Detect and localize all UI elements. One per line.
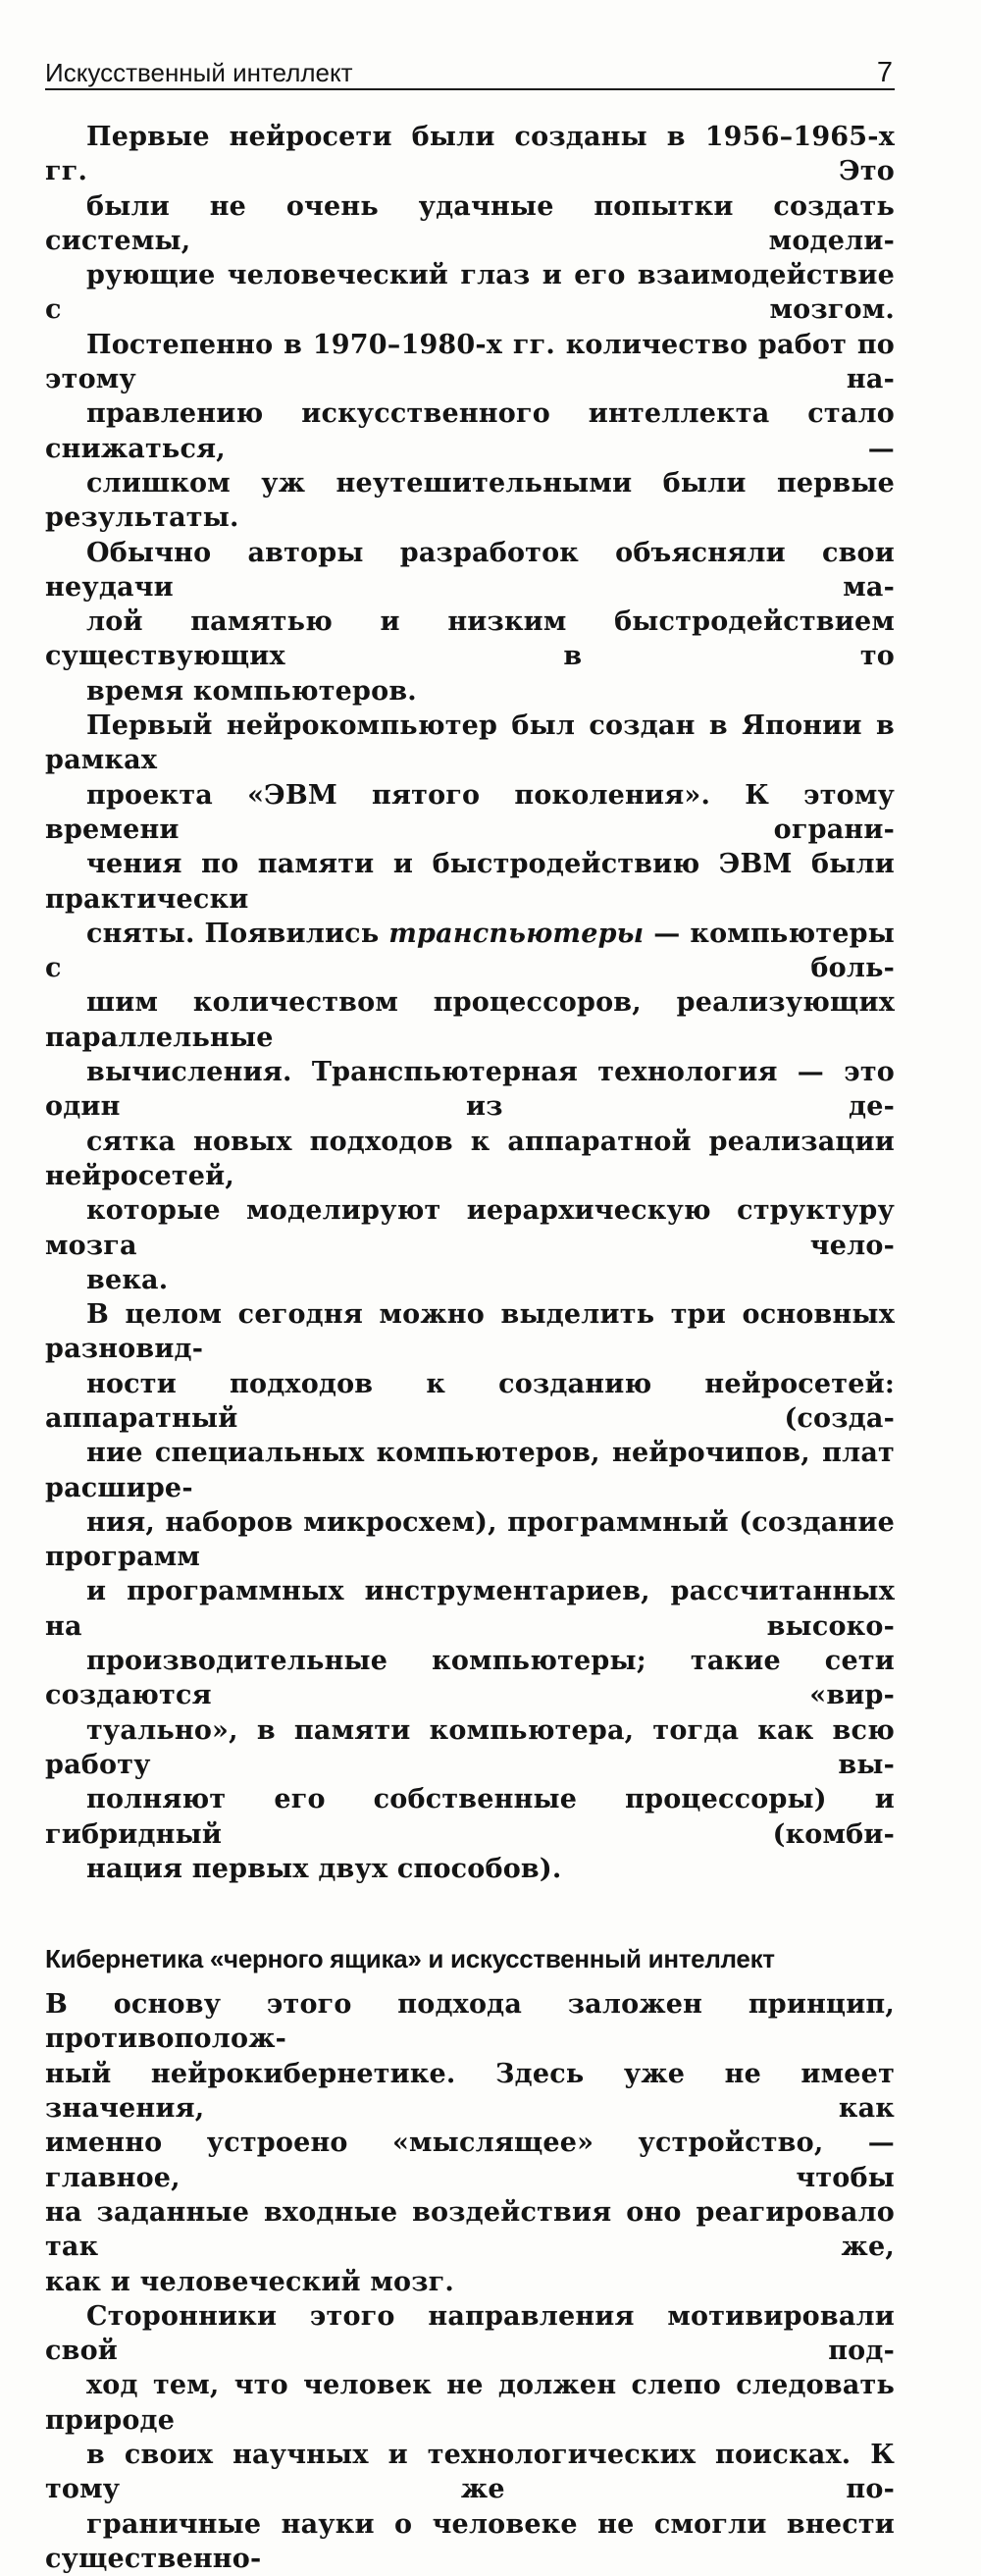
text-line: ние специальных компьютеров, нейрочипов, плат расшире- [45,1438,895,1503]
text-line: производительные компьютеры; такие сети создаются «вир- [45,1646,895,1711]
text-line [45,917,895,986]
text-line: Постепенно в 1970–1980-х гг. количество работ по этому на- [45,329,895,395]
text-line: граничные науки о человеке не смогли внести существенно- [45,2508,895,2574]
paragraph-first-neural-networks [45,120,895,536]
paragraph-first-neurocomputer [45,709,895,1297]
section-heading: Кибернетика «черного ящика» и искусственный интеллект [45,1944,775,1974]
text-line: время компьютеров. [86,675,417,707]
text-line: правлению искусственного интеллекта стало снижаться, — [45,398,895,464]
text-line: которые моделируют иерархическую структуру мозга чело- [45,1195,895,1261]
text-line: ности подходов к созданию нейросетей: аппаратный (созда- [45,1368,895,1434]
text-fragment: сняты. Появились [86,918,389,949]
text-line: Первые нейросети были созданы в 1956–1965-х гг. Это [45,122,895,187]
page-number: 7 [876,57,893,88]
text-line: именно устроено «мыслящее» устройство, — главное, чтобы [45,2128,895,2193]
page-body [45,120,895,2576]
text-line: В основу этого подхода заложен принцип, противополож- [45,1989,895,2055]
text-line: Обычно авторы разработок объясняли свои неудачи ма- [45,537,895,603]
text-line: нация первых двух способов). [86,1853,562,1884]
running-header [45,55,895,90]
text-line: ния, наборов микросхем), программный (создание программ [45,1506,895,1573]
text-line: были не очень удачные попытки создать системы, модели- [45,190,895,256]
text-line: туально», в памяти компьютера, тогда как всю работу вы- [45,1714,895,1780]
text-line: Первый нейрокомпьютер был создан в Японии в рамках [45,710,895,776]
paragraph-supporters-motivation [45,2299,895,2576]
text-line: полняют его собственные процессоры) и гибридный (комби- [45,1784,895,1850]
paragraph-failures-explanation [45,536,895,709]
italic-term-transputers: транспьютеры [388,918,645,949]
text-line: лой памятью и низким быстродействием существующих в то [45,606,895,672]
text-line: шим количеством процессоров, реализующих параллельные [45,987,895,1053]
text-line: В целом сегодня можно выделить три основных разновид- [45,1299,895,1365]
text-line: ход тем, что человек не должен слепо следовать природе [45,2370,895,2436]
text-line: и программных инструментариев, рассчитанных на высоко- [45,1576,895,1642]
paragraph-black-box-principle [45,1987,895,2299]
text-line: сятка новых подходов к аппаратной реализации нейросетей, [45,1126,895,1191]
text-line: Сторонники этого направления мотивировали свой под- [45,2300,895,2367]
text-line: на заданные входные воздействия оно реагировало так же, [45,2196,895,2263]
text-line: рующие человеческий глаз и его взаимодействие с мозгом. [45,260,895,326]
running-title: Искусственный интеллект [45,58,353,87]
paragraph-three-approaches [45,1297,895,1886]
text-line: в своих научных и технологических поисках. К тому же по- [45,2440,895,2505]
text-line: вычисления. Транспьютерная технология — это один из де- [45,1057,895,1123]
text-line: проекта «ЭВМ пятого поколения». К этому времени ограни- [45,779,895,845]
text-fragment: — компьютеры с боль- [45,918,895,984]
text-line: ный нейрокибернетике. Здесь уже не имеет значения, как [45,2058,895,2125]
text-line: слишком уж неутешительными были первые результаты. [45,467,895,534]
text-line: чения по памяти и быстродействию ЭВМ были практически [45,849,895,915]
text-line: века. [86,1264,169,1295]
text-line: как и человеческий мозг. [45,2266,455,2297]
